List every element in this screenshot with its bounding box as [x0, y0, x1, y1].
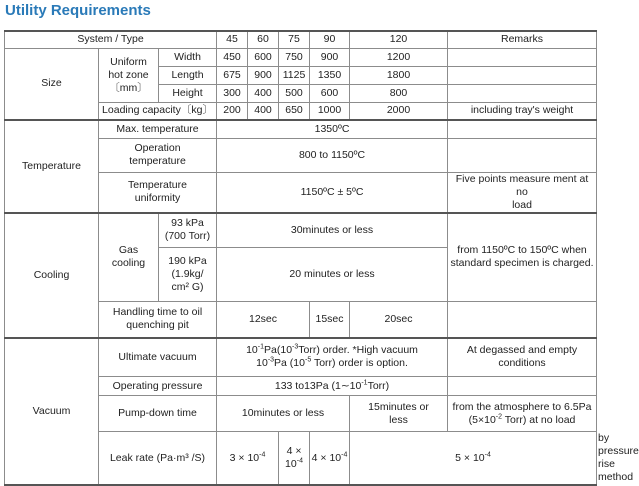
ultimate-vacuum-row	[5, 338, 597, 377]
handling-time-value-3: 20sec	[350, 302, 448, 338]
cooling-section-label: Cooling	[5, 213, 99, 338]
height-value-75: 500	[279, 84, 310, 102]
pump-down-time-value-2: 15minutes or less	[350, 396, 448, 432]
leak-rate-row: Leak rate (Pa·m³ /S) $3 \times 10^{-4}$ 4 × $10^{-4}$ $4 \times 10^{-4}$ $5 \times 10^{-4}$ by pressure rise method	[5, 432, 597, 486]
width-value-75: 750	[279, 48, 310, 66]
pump-down-time-label: Pump-down time	[99, 396, 217, 432]
type-header-90: 90	[310, 31, 350, 48]
width-value-120: 1200	[350, 48, 448, 66]
width-value-45: 450	[217, 48, 248, 66]
loading-capacity-label: Loading capacity〔kg〕	[99, 102, 217, 120]
header-row	[5, 31, 597, 48]
leak-rate-value-4: $5 \times 10^{-4}$	[350, 432, 597, 486]
max-temperature-remark	[448, 120, 597, 138]
length-remark	[448, 66, 597, 84]
loading-value-120: 2000	[350, 102, 448, 120]
operating-pressure-remark	[448, 377, 597, 396]
length-value-120: 1800	[350, 66, 448, 84]
leak-rate-value-3: $4 \times 10^{-4}$	[310, 432, 350, 486]
handling-time-value-2: 15sec	[310, 302, 350, 338]
type-header-120: 120	[350, 31, 448, 48]
length-value-90: 1350	[310, 66, 350, 84]
height-remark	[448, 84, 597, 102]
length-value-45: 675	[217, 66, 248, 84]
operation-temperature-label: Operation temperature	[99, 138, 217, 172]
pump-down-time-value-1: 10minutes or less	[217, 396, 350, 432]
width-label: Width	[159, 48, 217, 66]
handling-time-label: Handling time to oil quenching pit	[99, 302, 217, 338]
size-section-label: Size	[5, 48, 99, 120]
gas-cooling-label: Gas cooling	[99, 213, 159, 302]
cooling-93kpa-row	[5, 213, 597, 248]
leak-rate-label: Leak rate (Pa·m³ /S)	[99, 432, 217, 486]
length-label: Length	[159, 66, 217, 84]
operating-pressure-label: Operating pressure	[99, 377, 217, 396]
operation-temperature-value: 800 to 1150ºC	[217, 138, 448, 172]
max-temperature-label: Max. temperature	[99, 120, 217, 138]
temperature-uniformity-value: 1150ºC ± 5ºC	[217, 172, 448, 213]
ultimate-vacuum-label: Ultimate vacuum	[99, 338, 217, 377]
size-width-row	[5, 48, 597, 66]
type-header-45: 45	[217, 31, 248, 48]
leak-rate-value-2: 4 × $10^{-4}$	[279, 432, 310, 486]
pressure-93kpa-label: 93 kPa (700 Torr)	[159, 213, 217, 248]
uniform-hot-zone-label: Uniform hot zone 〔mm〕	[99, 48, 159, 102]
height-value-45: 300	[217, 84, 248, 102]
vacuum-section-label: Vacuum	[5, 338, 99, 486]
width-value-60: 600	[248, 48, 279, 66]
temperature-uniformity-label: Temperature uniformity	[99, 172, 217, 213]
loading-value-90: 1000	[310, 102, 350, 120]
handling-time-value-1: 12sec	[217, 302, 310, 338]
remarks-header: Remarks	[448, 31, 597, 48]
cooling-190kpa-value: 20 minutes or less	[217, 248, 448, 302]
width-value-90: 900	[310, 48, 350, 66]
loading-value-75: 650	[279, 102, 310, 120]
max-temperature-value: 1350ºC	[217, 120, 448, 138]
height-value-60: 400	[248, 84, 279, 102]
type-header-60: 60	[248, 31, 279, 48]
cooling-remark: from 1150ºC to 150ºC when standard specimen is charged.	[448, 213, 597, 302]
height-value-120: 800	[350, 84, 448, 102]
loading-value-45: 200	[217, 102, 248, 120]
cooling-93kpa-value: 30minutes or less	[217, 213, 448, 248]
height-value-90: 600	[310, 84, 350, 102]
loading-remark: including tray's weight	[448, 102, 597, 120]
max-temperature-row	[5, 120, 597, 138]
temperature-section-label: Temperature	[5, 120, 99, 213]
pump-down-time-remark: from the atmosphere to 6.5Pa ($5\times 10^{-2}$ Torr) at no load	[448, 396, 597, 432]
leak-rate-value-1: $3 \times 10^{-4}$	[217, 432, 279, 486]
type-header-75: 75	[279, 31, 310, 48]
width-remark	[448, 48, 597, 66]
temperature-uniformity-remark: Five points measure ment at no load	[448, 172, 597, 213]
utility-requirements-table	[4, 30, 639, 486]
height-label: Height	[159, 84, 217, 102]
system-type-header: System / Type	[5, 31, 217, 48]
ultimate-vacuum-remark: At degassed and empty conditions	[448, 338, 597, 377]
length-value-60: 900	[248, 66, 279, 84]
operating-pressure-value: 133 to13Pa $(1\sim 10^{-1}Torr)$	[217, 377, 448, 396]
ultimate-vacuum-value: $10^{-1}Pa(10^{-3}Torr)$ order. *High vacuum $10^{-3}Pa$ ($10^{-5}$ Torr) order is option.	[217, 338, 448, 377]
loading-value-60: 400	[248, 102, 279, 120]
page-title: Utility Requirements	[5, 2, 151, 19]
handling-time-remark	[448, 302, 597, 338]
length-value-75: 1125	[279, 66, 310, 84]
operation-temperature-remark	[448, 138, 597, 172]
pressure-190kpa-label: 190 kPa (1.9kg/ cm² G)	[159, 248, 217, 302]
